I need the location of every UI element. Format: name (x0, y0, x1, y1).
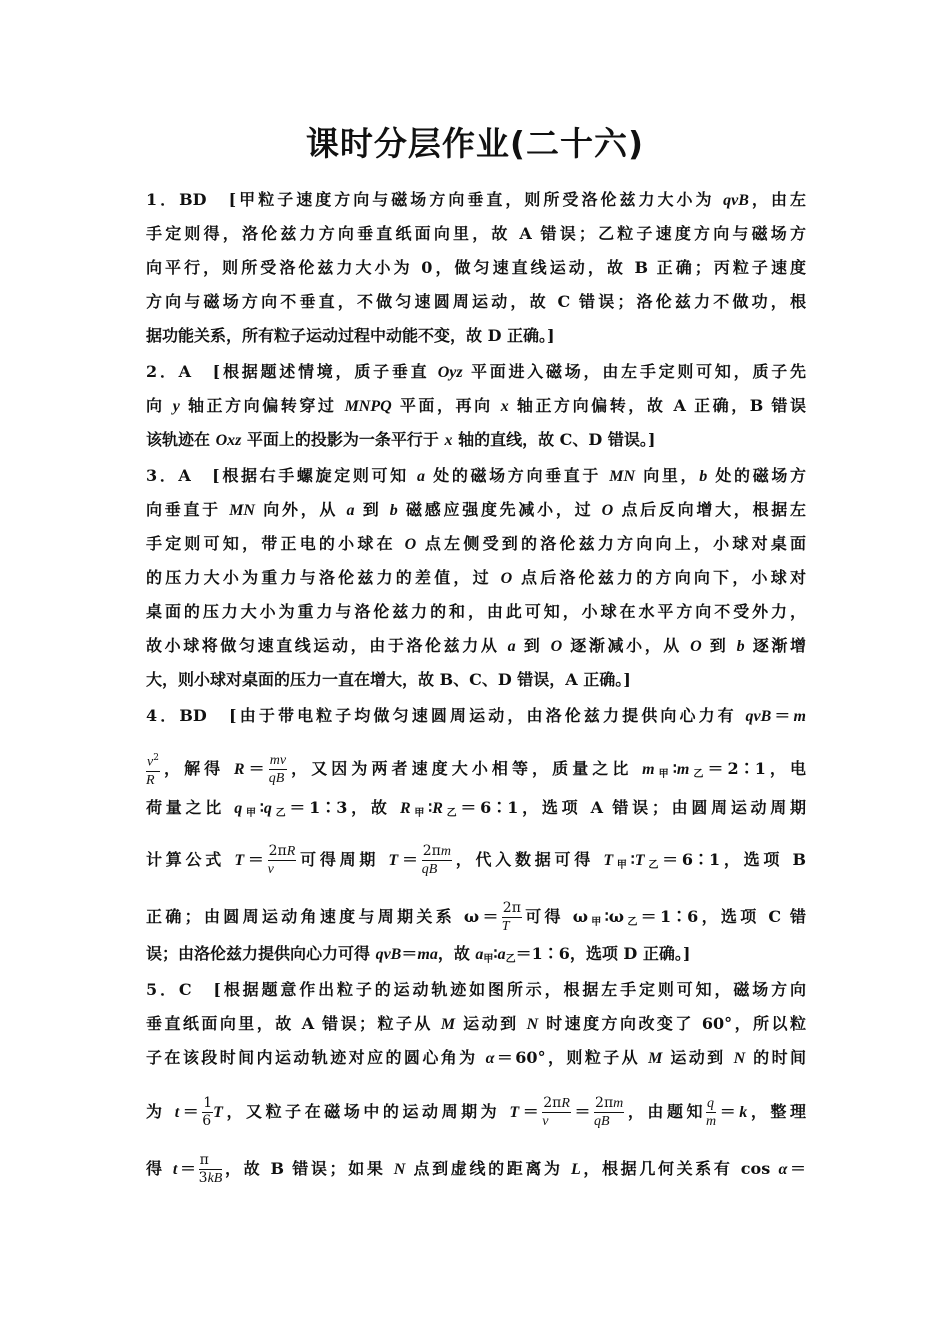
answer-2-line-3: 该轨迹在 Oxz 平面上的投影为一条平行于 x 轴的直线，故 C、D 错误。] (146, 430, 656, 449)
answer-1-line-3: 向平行，则所受洛伦兹力大小为 0，做匀速直线运动，故 B 正确；丙粒子速度 (146, 258, 806, 277)
answer-4-number: 4．BD (146, 706, 207, 725)
fraction-pi-over-3kB: $\frac{\pi}{3kB}$ (198, 1152, 223, 1186)
answer-4-line-3: 荷量之比 $q_甲∶q_乙=1∶3$，故 $R_甲∶R_乙=6∶1$，选项 A 错误；由圆周运动周期 (146, 798, 807, 819)
answer-1-line-4: 方向与磁场方向不垂直，不做匀速圆周运动，故 C 错误；洛伦兹力不做功，根 (146, 292, 806, 311)
answer-5-line-4: 为 t＝ $\frac{1}{6}$ T，又粒子在磁场中的运动周期为 T＝ $\frac{2\pi R}{v}$ ＝ $\frac{2\pi m}{qB}$ ，由题知 $\frac{q}{m}$ ＝k，整理 (146, 1095, 806, 1129)
answer-5-number: 5．C (146, 980, 192, 999)
answer-3-line-3: 手定则可知，带正电的小球在 O 点左侧受到的洛伦兹力方向向上，小球对桌面 (146, 534, 806, 553)
answer-5-line-2: 垂直纸面向里，故 A 错误；粒子从 M 运动到 N 时速度方向改变了 60°，所以粒 (146, 1014, 806, 1033)
answer-3-line-2: 向垂直于 MN 向外，从 a 到 b 磁感应强度先减小，过 O 点后反向增大，根据左 (146, 500, 806, 519)
answer-5-line-3: 子在该段时间内运动轨迹对应的圆心角为 α＝60°，则粒子从 M 运动到 N 的时间 (146, 1048, 806, 1067)
answer-3-line-7: 大，则小球对桌面的压力一直在增大，故 B、C、D 错误，A 正确。] (146, 670, 631, 689)
answer-4-line-6: 误；由洛伦兹力提供向心力可得 qvB＝ma，故 $a_甲∶a_乙=1∶6$，选项 D 正确。] (146, 944, 691, 965)
fraction-2pi-over-T: $\frac{2\pi}{T}$ (501, 900, 521, 934)
answer-4-line-4: 计算公式 T＝ $\frac{2\pi R}{v}$ 可得周期 T＝ $\frac{2\pi m}{qB}$ ，代入数据可得 $T_甲∶T_乙=6∶1$，选项 B (146, 843, 806, 877)
fraction-mv-over-qB: $\frac{mv}{qB}$ (268, 752, 287, 786)
fraction-2pim-over-qB: $\frac{2\pi m}{qB}$ (421, 843, 451, 877)
fraction-2piR-over-v-2: $\frac{2\pi R}{v}$ (542, 1095, 570, 1129)
answer-3-line-5: 桌面的压力大小为重力与洛伦兹力的和，由此可知，小球在水平方向不受外力， (146, 602, 806, 621)
answer-4-line-1: 4．BD [由于带电粒子均做匀速圆周运动，由洛伦兹力提供向心力有 qvB＝m (146, 706, 806, 725)
answer-4-line-5: 正确；由圆周运动角速度与周期关系 ω＝ $\frac{2\pi}{T}$ 可得 $\omega_甲∶\omega_乙=1∶6$，选项 C 错 (146, 900, 807, 934)
fraction-v2-over-R: $\frac{v^2}{R}$ (146, 750, 160, 789)
fraction-2pim-over-qB-2: $\frac{2\pi m}{qB}$ (594, 1095, 624, 1129)
page-title: 课时分层作业(二十六) (305, 124, 645, 163)
answer-5-line-5: 得 t＝ $\frac{\pi}{3kB}$ ，故 B 错误；如果 N 点到虚线的距离为 L，根据几何关系有 cos α＝ (146, 1152, 806, 1186)
answer-3-line-4: 的压力大小为重力与洛伦兹力的差值，过 O 点后洛伦兹力的方向向下，小球对 (146, 568, 806, 587)
answer-1-line-2: 手定则得，洛伦兹力方向垂直纸面向里，故 A 错误；乙粒子速度方向与磁场方 (146, 224, 806, 243)
answer-3-line-1: 3．A [根据右手螺旋定则可知 a 处的磁场方向垂直于 MN 向里，b 处的磁场方 (146, 466, 806, 485)
answer-4-line-2: $\frac{v^2}{R}$ ，解得 R＝ $\frac{mv}{qB}$ ，又因为两者速度大小相等，质量之比 $m_甲∶m_乙=2∶1$，电 (146, 750, 806, 789)
answer-1-line-1: 1．BD [甲粒子速度方向与磁场方向垂直，则所受洛伦兹力大小为 qvB，由左 (146, 190, 806, 209)
fraction-2piR-over-v: $\frac{2\pi R}{v}$ (267, 843, 296, 877)
fraction-1-over-6: $\frac{1}{6}$ (202, 1095, 213, 1129)
answer-2-number: 2．A (146, 362, 192, 381)
answer-5-line-1: 5．C [根据题意作出粒子的运动轨迹如图所示，根据左手定则可知，磁场方向 (146, 980, 806, 999)
answer-2-line-1: 2．A [根据题述情境，质子垂直 Oyz 平面进入磁场，由左手定则可知，质子先 (146, 362, 806, 381)
answer-1-line-5: 据功能关系，所有粒子运动过程中动能不变，故 D 正确。] (146, 326, 555, 345)
answer-2-line-2: 向 y 轴正方向偏转穿过 MNPQ 平面，再向 x 轴正方向偏转，故 A 正确，B 错误 (146, 396, 806, 415)
answer-3-line-6: 故小球将做匀速直线运动，由于洛伦兹力从 a 到 O 逐渐减小，从 O 到 b 逐渐增 (146, 636, 806, 655)
answer-1-number: 1．BD (146, 190, 207, 209)
fraction-q-over-m: $\frac{q}{m}$ (706, 1096, 717, 1129)
answer-3-number: 3．A (146, 466, 191, 485)
